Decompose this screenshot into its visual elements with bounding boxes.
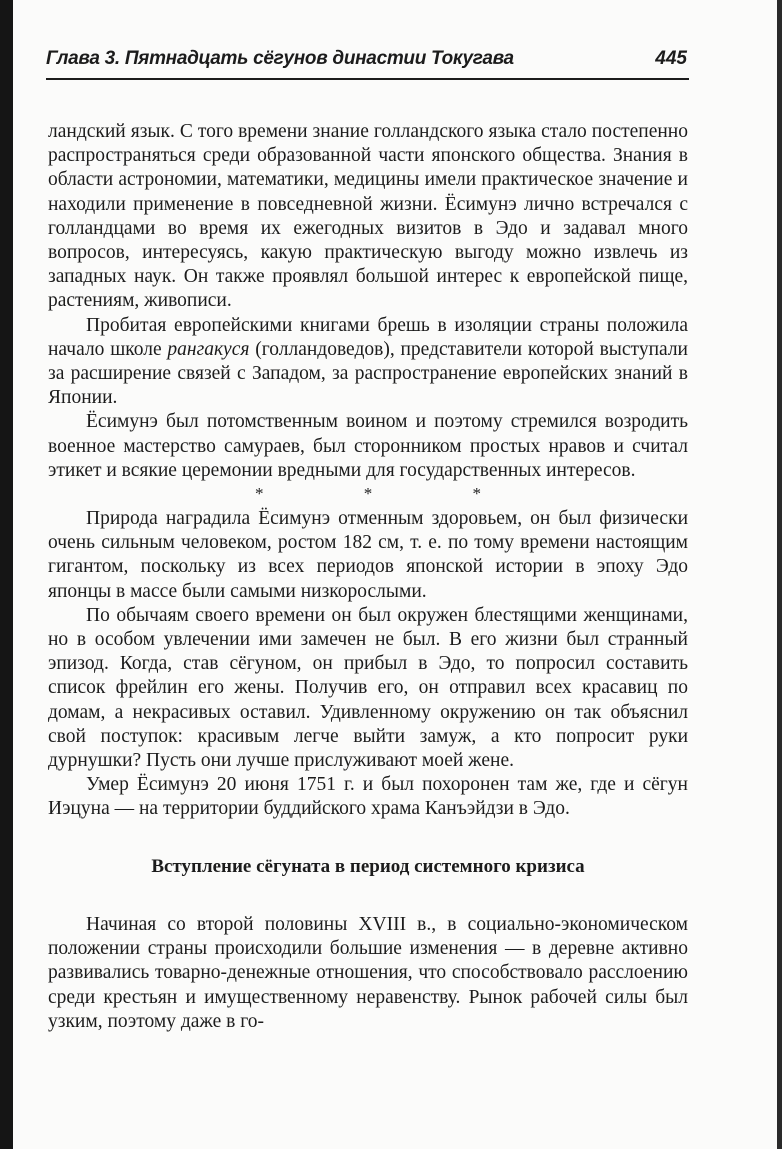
paragraph-text: Пробитая европейскими книгами брешь в изоляции страны положила начало школе <box>48 314 688 360</box>
italic-term: рангакуся <box>167 338 250 360</box>
book-binding-edge <box>0 0 13 1149</box>
running-header <box>46 48 689 80</box>
paragraph-crisis: Начиная со второй половины XVIII в., в социально-экономическом положении страны происходили большие изменения — в деревне активно развивались товарно-денежные отношения, что способствовало расслоению среди крестьян и имущественному неравенству. Рынок рабочей силы был узким, поэтому даже в го- <box>48 913 688 1032</box>
paragraph-warrior: Ёсимунэ был потомственным воином и поэтому стремился возродить военное мастерство самураев, был сторонником простых нравов и считал этикет и всякие церемонии вредными для государственных интересов. <box>48 411 688 481</box>
paragraph-health: Природа наградила Ёсимунэ отменным здоровьем, он был физически очень сильным человеком, ростом 182 см, т. е. по тому времени настоящим гигантом, поскольку из всех периодов японской истории в эпоху Эдо японцы в массе были самыми низкорослыми. <box>48 508 688 602</box>
paragraph-continued: ландский язык. С того времени знание голландского языка стало постепенно распространяться среди образованной части японского общества. Знания в области астрономии, математики, медицины имели практическое значение и находили применение в повседневной жизни. Ёсимунэ лично встречался с голландцами во время их ежегодных визитов в Эдо и задавал много вопросов, интересуясь, какую практическую выгоду можно извлечь из западных наук. Он также проявлял большой интерес к европейской пище, растениям, живописи. <box>48 121 688 312</box>
paragraph-death: Умер Ёсимунэ 20 июня 1751 г. и был похоронен там же, где и сёгун Иэцуна — на территории буддийского храма Канъэйдзи в Эдо. <box>48 774 688 820</box>
paragraph-women: По обычаям своего времени он был окружен блестящими женщинами, но в особом увлечении ими замечен не был. В его жизни был странный эпизод. Когда, став сёгуном, он прибыл в Эдо, то попросил составить список фрейлин его жены. Получив его, он отправил всех красавиц по домам, а некрасивых оставил. Удивленному окружению он так объяснил свой поступок: красивым легче выйти замуж, а кто попросит руки дурнушки? Пусть они лучше прислуживают моей жене. <box>48 604 688 772</box>
section-heading: Вступление сёгуната в период системного кризиса <box>151 855 585 877</box>
paragraph-text: (голландоведов), представители которой выступали за расширение связей с Западом, за распространение европейских знаний в Японии. <box>48 338 688 409</box>
section-separator: * * * <box>255 484 529 504</box>
chapter-title: Глава 3. Пятнадцать сёгунов династии Токугава <box>46 48 514 69</box>
page-right-edge <box>777 0 782 1149</box>
page-number: 445 <box>655 48 687 69</box>
body-text <box>48 120 688 1034</box>
paragraph-rangaku <box>48 314 688 411</box>
